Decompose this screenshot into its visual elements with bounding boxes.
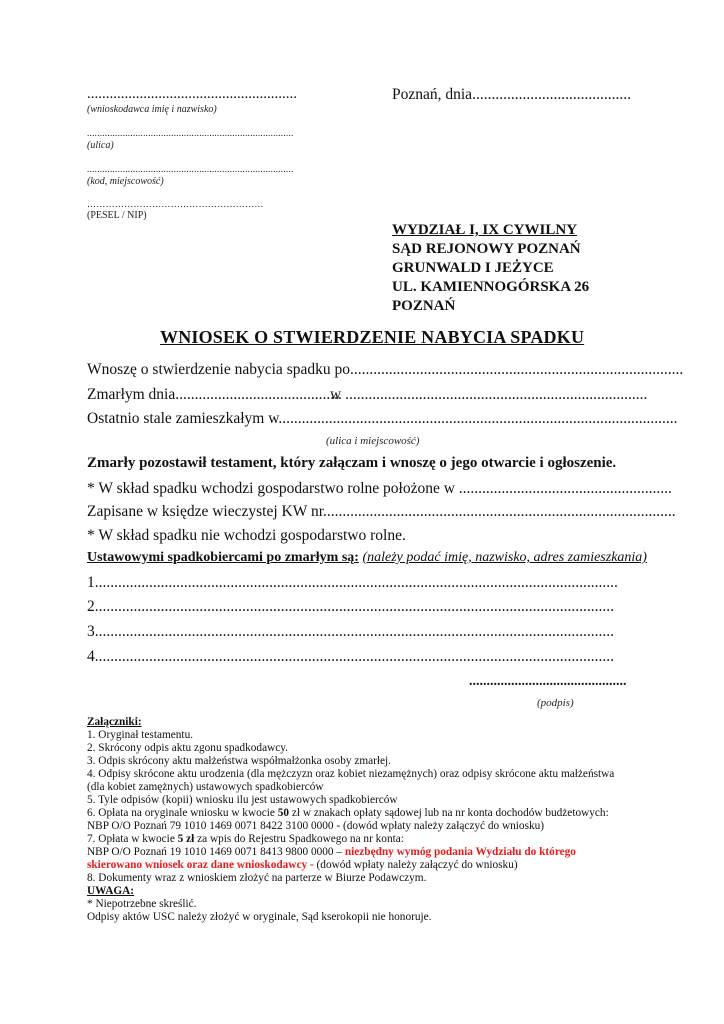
attachment-item-7 [87, 833, 614, 846]
residence-line: Ostatnio stale zamieszkałym w....................................................................................................... [87, 410, 678, 427]
registry-fee-amount: 5 zł [177, 833, 195, 845]
registry-requirement-cont: skierowano wniosek oraz dane wnioskodawcy - [87, 859, 317, 871]
land-register-line: Zapisane w księdze wieczystej KW nr........................................................................................... [87, 503, 676, 520]
attachment-item-3: 3. Odpis skrócony aktu małżeństwa współmałżonka osoby zmarłej. [87, 755, 392, 767]
court-department: WYDZIAŁ I, IX CYWILNY [392, 222, 578, 238]
court-district: GRUNWALD I JEŻYCE [392, 260, 554, 276]
fee-amount: 50 [277, 807, 290, 819]
heirs-label: Ustawowymi spadkobiercami po zmarłym są: [87, 550, 359, 565]
heir-line-2: 2...................................................................................................................................... [87, 598, 614, 615]
fee-text: 6. Opłata na oryginale wniosku w kwocie [87, 807, 278, 819]
applicant-name-caption: (wnioskodawca imię i nazwisko) [87, 104, 217, 115]
attachment-item-4-cont: (dla kobiet zamężnych) ustawowych spadkobierców [87, 781, 324, 793]
attachments-heading: Załączniki: [87, 716, 142, 728]
attachment-item-4: 4. Odpisy skrócone aktu urodzenia (dla mężczyzn oraz kobiet niezamężnych) oraz odpisy skrócone aktu małżeństwa [87, 768, 615, 780]
court-name: SĄD REJONOWY POZNAŃ [392, 241, 581, 257]
pesel-field: ………………………………………………… [87, 199, 264, 209]
city-caption: (kod, miejscowość) [87, 176, 164, 187]
testament-statement: Zmarły pozostawił testament, który załączam i wnoszę o jego otwarcie i ogłoszenie. [87, 455, 617, 471]
city-field: ................................................................................. [87, 164, 294, 174]
fee-text-cont: zł w znakach opłaty sądowej lub na nr konta dochodów budżetowych: [289, 807, 609, 819]
registry-account: NBP O/O Poznań 19 1010 1469 0071 8413 9800 0000 – [87, 846, 345, 858]
attachment-item-8: 8. Dokumenty wraz z wnioskiem złożyć na parterze w Biurze Podawczym. [87, 872, 427, 884]
applicant-name-field: ........................................................ [87, 86, 297, 102]
residence-caption: (ulica i miejscowość) [326, 435, 420, 447]
place-date-field: Poznań, dnia......................................... [392, 86, 631, 103]
registry-fee-text: 7. Opłata w kwocie [87, 833, 178, 845]
street-caption: (ulica) [87, 140, 114, 151]
heir-line-1: 1....................................................................................................................................... [87, 574, 618, 591]
died-place-line: w .............................................................................. [330, 386, 648, 403]
street-field: ................................................................................. [87, 128, 294, 138]
court-address [392, 221, 589, 316]
died-date-line: Zmarłym dnia........................................... [87, 386, 342, 403]
signature-caption: (podpis) [537, 697, 574, 709]
heirs-hint: (należy podać imię, nazwisko, adres zamieszkania) [362, 550, 647, 565]
attachment-item-6-account: NBP O/O Poznań 79 1010 1469 0071 8422 3100 0000 - (dowód wpłaty należy załączyć do wniosku) [87, 820, 545, 832]
heir-line-3: 3...................................................................................................................................... [87, 623, 614, 640]
registry-fee-text-cont: za wpis do Rejestru Spadkowego na nr konta: [194, 833, 404, 845]
court-city: POZNAŃ [392, 298, 456, 314]
attachment-item-7-account [87, 846, 614, 859]
court-street: UL. KAMIENNOGÓRSKA 26 [392, 279, 590, 295]
registry-requirement: niezbędny wymóg podania Wydziału do którego [344, 846, 576, 858]
attachment-item-1: 1. Oryginał testamentu. [87, 729, 194, 741]
warning-note-1: * Niepotrzebne skreślić. [87, 898, 197, 910]
attachment-item-6 [87, 807, 614, 820]
heir-line-4: 4...................................................................................................................................... [87, 648, 614, 665]
attachment-item-2: 2. Skrócony odpis aktu zgonu spadkodawcy. [87, 742, 289, 754]
attachment-item-7-cont [87, 859, 614, 872]
pesel-caption: (PESEL / NIP) [87, 210, 147, 221]
signature-field: ............................................. [469, 674, 627, 689]
farm-included-line: * W skład spadku wchodzi gospodarstwo rolne położone w ....................................................... [87, 480, 672, 497]
page-title: WNIOSEK O STWIERDZENIE NABYCIA SPADKU [160, 327, 585, 347]
warning-note-2: Odpisy aktów USC należy złożyć w oryginale, Sąd kserokopii nie honoruje. [87, 911, 432, 923]
request-line: Wnoszę o stwierdzenie nabycia spadku po...................................................................................... [87, 361, 684, 378]
registry-proof-note: (dowód wpłaty należy załączyć do wniosku) [316, 859, 518, 871]
attachments-section [87, 716, 614, 924]
farm-excluded-line: * W skład spadku nie wchodzi gospodarstwo rolne. [87, 527, 406, 544]
attachment-item-5: 5. Tyle odpisów (kopii) wniosku ilu jest ustawowych spadkobierców [87, 794, 398, 806]
heirs-heading [87, 550, 647, 566]
warning-heading: UWAGA: [87, 885, 135, 897]
